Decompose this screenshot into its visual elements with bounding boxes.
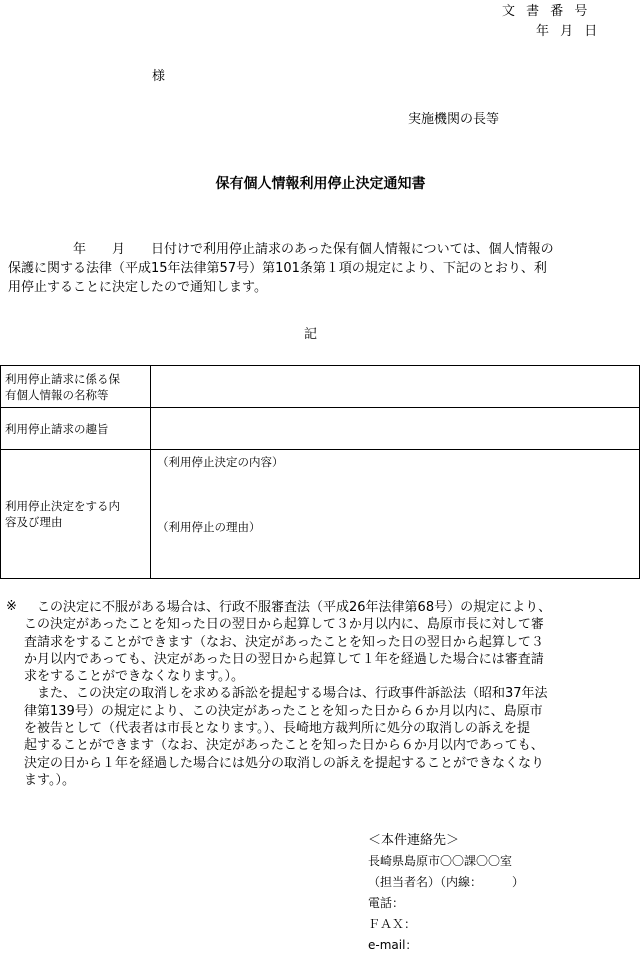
- contact-heading: ＜本件連絡先＞: [368, 833, 460, 848]
- body-line: 保護に関する法律（平成15年法律第57号）第101条第１項の規定により、下記のとおり、利: [8, 261, 547, 276]
- table-row: [1, 450, 640, 579]
- note-line: また、この決定の取消しを求める訴訟を提起する場合は、行政事件訴訟法（昭和37年法: [24, 686, 548, 702]
- document-date-label: 年 月 日: [536, 24, 598, 39]
- decision-content-value: [151, 450, 640, 579]
- request-target-label: 利用停止請求に係る保 有個人情報の名称等: [1, 366, 151, 408]
- body-line: 年 月 日付けで利用停止請求のあった保有個人情報については、個人情報の: [8, 242, 554, 257]
- contact-phone: 電話：: [368, 896, 405, 910]
- note-line: 起することができます（なお、決定があったことを知った日から６か月以内であっても、: [24, 738, 544, 754]
- contact-email: e-mail：: [368, 938, 418, 952]
- contact-fax: ＦＡＸ：: [368, 917, 417, 931]
- decision-reason-sublabel: （利用停止の理由）: [157, 520, 261, 534]
- request-purpose-label: 利用停止請求の趣旨: [1, 408, 151, 450]
- document-number-label: 文 書 番 号: [502, 4, 588, 19]
- request-target-value: [151, 366, 640, 408]
- document-title: 保有個人情報利用停止決定通知書: [215, 176, 426, 192]
- note-line: ます。）。: [24, 772, 75, 788]
- decision-content-sublabel: （利用停止決定の内容）: [157, 455, 284, 469]
- notice-body: [8, 240, 554, 297]
- decision-details-table: [0, 365, 640, 579]
- note-line: この決定に不服がある場合は、行政不服審査法（平成26年法律第68号）の規定により、: [24, 600, 552, 615]
- sender-label: 実施機関の長等: [408, 112, 500, 127]
- body-line: 用停止することに決定したので通知します。: [8, 280, 267, 295]
- note-line: か月以内であっても、決定があった日の翌日から起算して１年を経過した場合には審査請: [24, 651, 544, 667]
- note-line: 決定の日から１年を経過した場合には処分の取消しの訴えを提起することができなくなり: [24, 755, 545, 771]
- appeal-note: [24, 599, 551, 789]
- addressee-label: 様: [152, 69, 166, 84]
- decision-content-label: 利用停止決定をする内 容及び理由: [1, 450, 151, 579]
- table-row: [1, 408, 640, 450]
- note-mark: ※: [6, 599, 17, 614]
- note-line: 求をすることができなくなります。）。: [24, 669, 244, 685]
- note-line: 査請求をすることができます（なお、決定があったことを知った日の翌日から起算して３: [24, 634, 544, 650]
- request-purpose-value: [151, 408, 640, 450]
- contact-person: （担当者名）（内線： ）: [368, 875, 525, 889]
- contact-block: [368, 830, 524, 956]
- note-line: を被告として（代表者は市長となります。）、長崎地方裁判所に処分の取消しの訴えを提: [24, 721, 530, 737]
- ki-label: 記: [304, 327, 318, 342]
- table-row: [1, 366, 640, 408]
- note-line: 律第139号）の規定により、この決定があったことを知った日から６か月以内に、島原市: [24, 703, 543, 719]
- note-line: この決定があったことを知った日の翌日から起算して３か月以内に、島原市長に対して審: [24, 617, 544, 633]
- contact-office: 長崎県島原市〇〇課〇〇室: [368, 854, 513, 868]
